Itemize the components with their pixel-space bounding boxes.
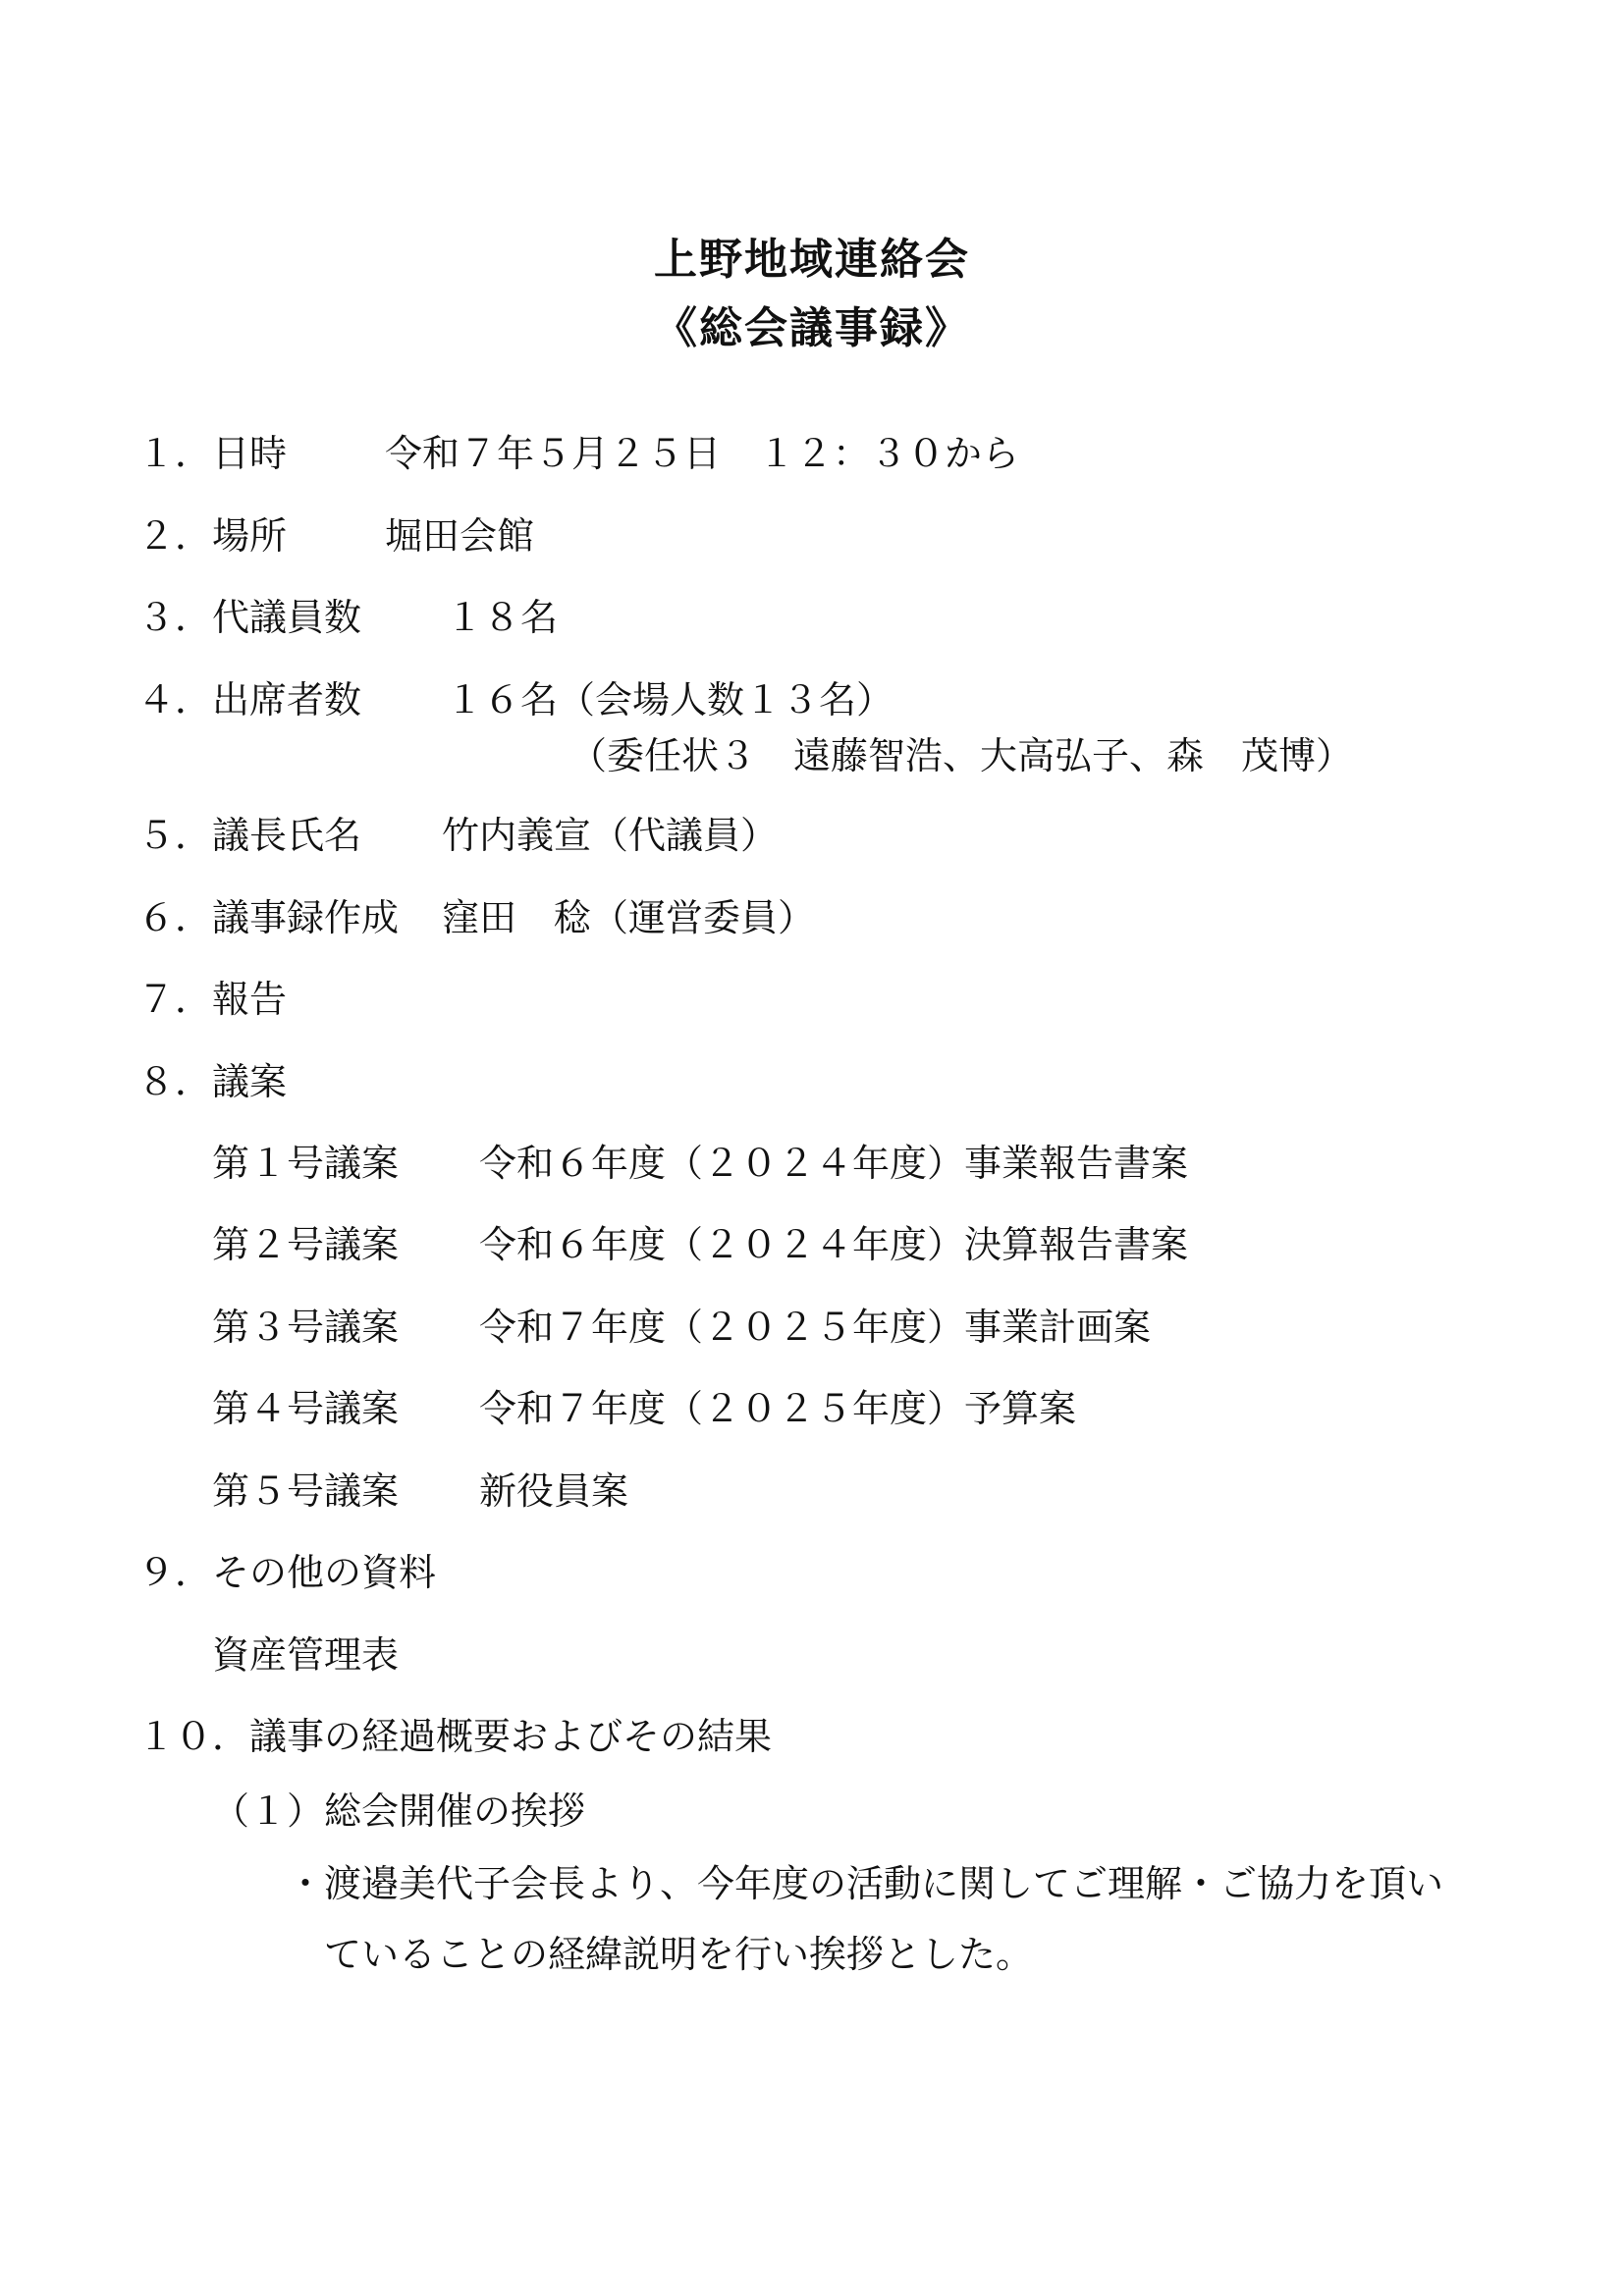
item-label: 議事の経過概要およびその結果 [249, 1715, 773, 1758]
item-number: １． [137, 432, 213, 475]
proposal-value: 令和６年度（２０２４年度）決算報告書案 [479, 1223, 1189, 1266]
item-label: 出席者数 [212, 678, 362, 721]
item-label: 報告 [212, 978, 288, 1021]
item-value: 令和７年５月２５日 １２：３０から [385, 432, 1020, 475]
item-number: ５． [137, 814, 213, 857]
item-label: 場所 [212, 514, 288, 558]
proposal-value: 令和７年度（２０２５年度）事業計画案 [479, 1306, 1152, 1349]
proposal-value: 令和７年度（２０２５年度）予算案 [479, 1387, 1077, 1430]
proposal-value: 令和６年度（２０２４年度）事業報告書案 [479, 1142, 1189, 1185]
proposal-label: 第３号議案 [212, 1306, 400, 1349]
other-material-text: 資産管理表 [212, 1633, 400, 1677]
subheading-text: （１）総会開催の挨拶 [212, 1789, 586, 1833]
item-number: ４． [137, 678, 213, 721]
proposal-label: 第１号議案 [212, 1142, 400, 1185]
proposal-label: 第２号議案 [212, 1223, 400, 1266]
item-value: 堀田会館 [385, 514, 535, 558]
item-number: ７． [137, 978, 213, 1021]
item-label: 議案 [212, 1060, 288, 1103]
proposal-value: 新役員案 [479, 1469, 629, 1513]
item-number: ２． [137, 514, 213, 558]
item-value-continued: （委任状３ 遠藤智浩、大高弘子、森 茂博） [569, 734, 1354, 777]
proposal-label: 第５号議案 [212, 1469, 400, 1513]
bullet-text-line1: ・渡邉美代子会長より、今年度の活動に関してご理解・ご協力を頂い [287, 1862, 1444, 1905]
bullet-text-line2: ていることの経緯説明を行い挨拶とした。 [324, 1933, 1034, 1976]
item-number: ８． [137, 1060, 213, 1103]
item-label: 代議員数 [212, 596, 362, 639]
proposal-label: 第４号議案 [212, 1387, 400, 1430]
item-label: 議長氏名 [212, 814, 362, 857]
item-number: １０． [137, 1715, 250, 1758]
item-value: 窪田 稔（運営委員） [442, 896, 816, 939]
item-number: ９． [137, 1551, 213, 1594]
item-number: ３． [137, 596, 213, 639]
item-label: 日時 [212, 432, 288, 475]
item-value: １８名 [446, 596, 559, 639]
item-value: 竹内義宣（代議員） [442, 814, 779, 857]
document-subtitle: 《総会議事録》 [654, 303, 970, 353]
item-number: ６． [137, 896, 213, 939]
item-value: １６名（会場人数１３名） [446, 678, 894, 721]
item-label: 議事録作成 [212, 896, 400, 939]
document-title: 上野地域連絡会 [654, 235, 970, 285]
item-label: その他の資料 [212, 1551, 437, 1594]
